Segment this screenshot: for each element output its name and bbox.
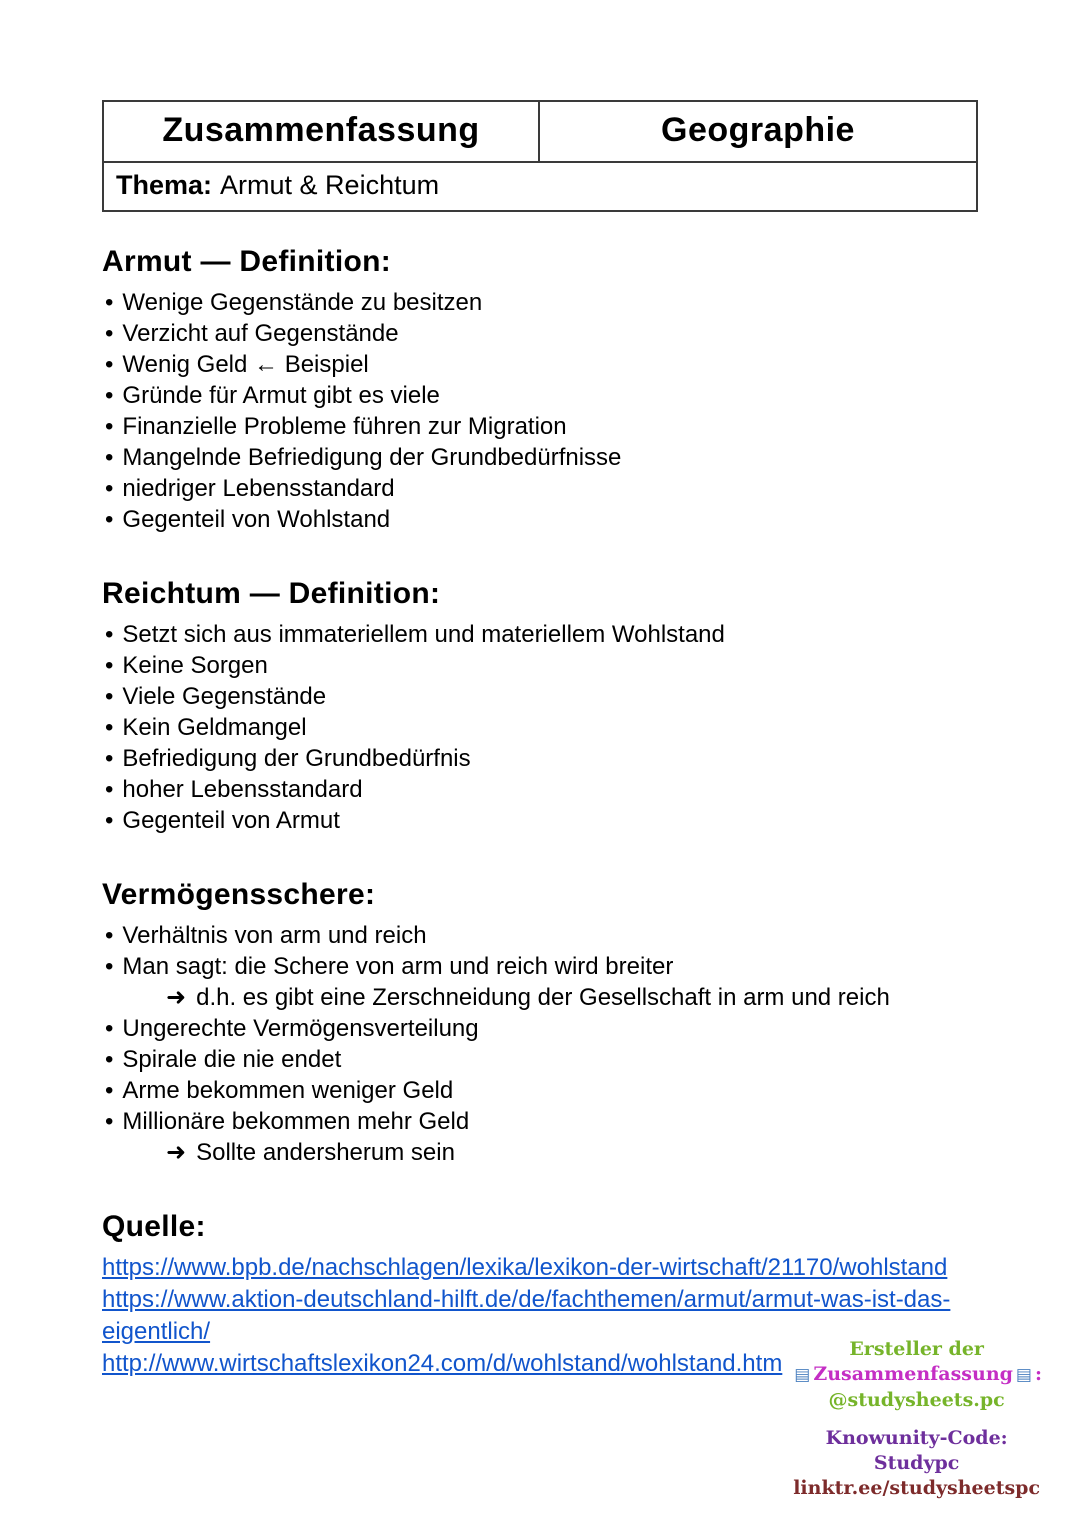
list-item-text: Mangelnde Befriedigung der Grundbedürfnisse: [122, 444, 622, 471]
bullet-marker: •: [105, 1015, 114, 1042]
list-item: [102, 380, 978, 411]
list-item-text: Sollte andersherum sein: [196, 1139, 455, 1166]
watermark-creator-line: Ersteller der: [849, 1338, 984, 1360]
section-heading: Reichtum — Definition:: [102, 577, 441, 610]
list-item-text: Keine Sorgen: [122, 652, 268, 679]
bullet-marker: •: [105, 1077, 114, 1104]
list-item: [102, 1106, 978, 1137]
bullet-marker: ➜: [166, 1139, 187, 1166]
list-item-text: Arme bekommen weniger Geld: [122, 1077, 454, 1104]
watermark-handle: @studysheets.pc: [828, 1389, 1005, 1411]
list-item: [102, 650, 978, 681]
list-item: [102, 318, 978, 349]
document-type-title: Zusammenfassung: [162, 111, 480, 149]
source-link[interactable]: https://www.bpb.de/nachschlagen/lexika/lexikon-der-wirtschaft/21170/wohlstand: [102, 1254, 948, 1281]
list-item-text: Millionäre bekommen mehr Geld: [122, 1108, 470, 1135]
bullet-marker: •: [105, 807, 114, 834]
list-item-text: Wenige Gegenstände zu besitzen: [122, 289, 483, 316]
bullet-marker: ➜: [166, 984, 187, 1011]
watermark-spacer: [791, 1413, 1042, 1426]
list-item-text: Gegenteil von Wohlstand: [122, 506, 391, 533]
bullet-marker: •: [105, 776, 114, 803]
watermark-summary-suffix: :: [1034, 1363, 1042, 1385]
memo-icon: ▤: [794, 1365, 811, 1385]
header-cell-summary: [104, 102, 540, 161]
bullet-marker: •: [105, 444, 114, 471]
list-item-text: Wenig Geld ← Beispiel: [122, 351, 369, 378]
list-item-text: Viele Gegenstände: [122, 683, 327, 710]
list-item-text: Verhältnis von arm und reich: [122, 922, 427, 949]
list-item: [102, 951, 978, 982]
section-heading: Vermögensschere:: [102, 878, 376, 911]
bullet-marker: •: [105, 1108, 114, 1135]
list-item: [102, 287, 978, 318]
list-item-text: d.h. es gibt eine Zerschneidung der Gesellschaft in arm und reich: [196, 984, 890, 1011]
list-item-text: Man sagt: die Schere von arm und reich wird breiter: [122, 953, 674, 980]
bullet-marker: •: [105, 413, 114, 440]
list-item: [102, 411, 978, 442]
bullet-marker: •: [105, 652, 114, 679]
list-item-text: hoher Lebensstandard: [122, 776, 363, 803]
watermark-summary-label: Zusammenfassung: [813, 1363, 1013, 1385]
header-cell-subject: [540, 102, 976, 161]
list-item-text: Befriedigung der Grundbedürfnis: [122, 745, 471, 772]
list-item-text: Ungerechte Vermögensverteilung: [122, 1015, 479, 1042]
bullet-marker: •: [105, 745, 114, 772]
watermark-linktree: linktr.ee/studysheetspc: [793, 1477, 1041, 1499]
bullet-marker: •: [105, 506, 114, 533]
section-armut-definition: [102, 245, 978, 535]
bullet-marker: •: [105, 289, 114, 316]
bullet-marker: •: [105, 621, 114, 648]
watermark-code-value: Studypc: [873, 1452, 960, 1474]
list-item: [102, 1137, 978, 1168]
bullet-marker: •: [105, 953, 114, 980]
section-reichtum-definition: [102, 577, 978, 836]
bullet-marker: •: [105, 1046, 114, 1073]
watermark-code-label: Knowunity-Code:: [825, 1427, 1008, 1449]
section-vermoegensschere: [102, 878, 978, 1168]
bullet-list: [102, 920, 978, 1168]
document-content: [102, 100, 978, 1380]
list-item: [102, 1044, 978, 1075]
bullet-list: [102, 619, 978, 836]
list-item-text: Gegenteil von Armut: [122, 807, 340, 834]
source-link[interactable]: http://www.wirtschaftslexikon24.com/d/wohlstand/wohlstand.htm: [102, 1350, 783, 1377]
bullet-list: [102, 287, 978, 535]
list-item: [102, 1013, 978, 1044]
list-item: [102, 805, 978, 836]
list-item-text: Gründe für Armut gibt es viele: [122, 382, 440, 409]
watermark: [791, 1337, 1042, 1501]
list-item-text: Setzt sich aus immateriellem und materiellem Wohlstand: [122, 621, 725, 648]
list-item: [102, 619, 978, 650]
header-title-row: [104, 102, 976, 163]
source-link[interactable]: https://www.aktion-deutschland-hilft.de/de/fachthemen/armut/armut-was-ist-das-eigentlich/: [102, 1286, 951, 1345]
watermark-summary-line: [791, 1362, 1042, 1388]
bullet-marker: •: [105, 351, 114, 378]
section-heading: Armut — Definition:: [102, 245, 392, 278]
thema-row: [104, 163, 976, 210]
bullet-marker: •: [105, 922, 114, 949]
list-item: [102, 504, 978, 535]
bullet-marker: •: [105, 382, 114, 409]
list-item: [102, 681, 978, 712]
bullet-marker: •: [105, 714, 114, 741]
list-item: [102, 920, 978, 951]
list-item-text: Spirale die nie endet: [122, 1046, 342, 1073]
list-item: [102, 712, 978, 743]
list-item: [102, 982, 978, 1013]
list-item: [102, 743, 978, 774]
list-item: [102, 473, 978, 504]
list-item: [102, 349, 978, 380]
bullet-marker: •: [105, 475, 114, 502]
section-heading: Quelle:: [102, 1210, 206, 1243]
list-item-text: niedriger Lebensstandard: [122, 475, 395, 502]
header-table: [102, 100, 978, 212]
bullet-marker: •: [105, 320, 114, 347]
list-item-text: Kein Geldmangel: [122, 714, 307, 741]
memo-icon: ▤: [1015, 1365, 1032, 1385]
list-item-text: Verzicht auf Gegenstände: [122, 320, 399, 347]
thema-label: Thema:: [116, 170, 213, 200]
thema-value: Armut & Reichtum: [220, 170, 440, 200]
subject-title: Geographie: [661, 111, 855, 149]
bullet-marker: •: [105, 683, 114, 710]
list-item: [102, 774, 978, 805]
list-item: [102, 1075, 978, 1106]
list-item: [102, 442, 978, 473]
list-item-text: Finanzielle Probleme führen zur Migration: [122, 413, 567, 440]
